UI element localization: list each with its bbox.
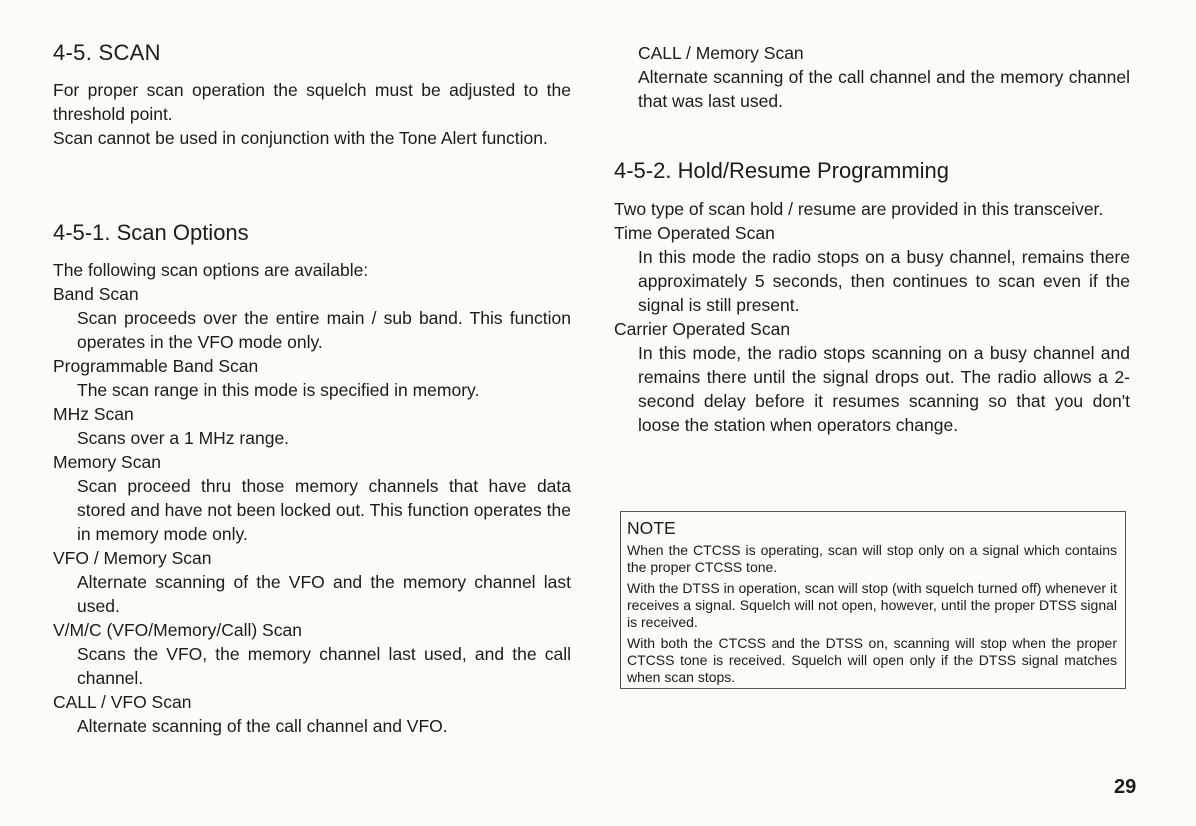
option-desc: Scans over a 1 MHz range. (77, 428, 290, 448)
option-term: MHz Scan (53, 404, 134, 424)
mode-desc: In this mode the radio stops on a busy channel, remains there approximately 5 seconds, then continues to scan even if the signal is still present. (638, 247, 1130, 315)
option-desc: Scan proceed thru those memory channels that have data stored and have not been locked out. This function operates the in memory mode only. (77, 476, 571, 544)
scan-intro-paragraph: For proper scan operation the squelch must be adjusted to the threshold point. (53, 80, 571, 124)
scan-intro-paragraph: Scan cannot be used in conjunction with the Tone Alert function. (53, 128, 548, 148)
option-term: VFO / Memory Scan (53, 548, 212, 568)
note-paragraph: With both the CTCSS and the DTSS on, scanning will stop when the proper CTCSS tone is received. Squelch will open only if the DTSS signal matches when scan stops. (627, 635, 1117, 685)
mode-term: Carrier Operated Scan (614, 319, 791, 339)
option-desc: Alternate scanning of the call channel and VFO. (77, 716, 448, 736)
option-term: V/M/C (VFO/Memory/Call) Scan (53, 620, 302, 640)
option-term: Programmable Band Scan (53, 356, 259, 376)
scan-intro (53, 78, 571, 150)
option-term: Band Scan (53, 284, 139, 304)
option-desc: Alternate scanning of the VFO and the memory channel last used. (77, 572, 571, 616)
mode-term: Time Operated Scan (614, 223, 775, 243)
section-heading-scan-options: 4-5-1. Scan Options (53, 220, 249, 245)
option-desc: The scan range in this mode is specified in memory. (77, 380, 480, 400)
section-heading-scan: 4-5. SCAN (53, 40, 161, 65)
scan-options-list (53, 258, 571, 738)
hold-resume-body (614, 197, 1130, 437)
call-memory-scan (614, 41, 1130, 113)
option-desc: Scans the VFO, the memory channel last used, and the call channel. (77, 644, 571, 688)
option-desc: Alternate scanning of the call channel and the memory channel that was last used. (638, 67, 1130, 111)
note-paragraph: When the CTCSS is operating, scan will stop only on a signal which contains the proper CTCSS tone. (627, 542, 1117, 575)
note-title: NOTE (627, 518, 676, 538)
option-desc: Scan proceeds over the entire main / sub band. This function operates in the VFO mode only. (77, 308, 571, 352)
hold-intro: Two type of scan hold / resume are provided in this transceiver. (614, 199, 1104, 219)
option-term: CALL / VFO Scan (53, 692, 192, 712)
page-number: 29 (1114, 776, 1137, 798)
mode-desc: In this mode, the radio stops scanning on a busy channel and remains there until the signal drops out. The radio allows a 2-second delay before it resumes scanning so that you don't loose the station when operators change. (638, 343, 1130, 435)
note-box (620, 511, 1126, 689)
options-intro: The following scan options are available: (53, 260, 369, 280)
note-paragraph: With the DTSS in operation, scan will stop (with squelch turned off) whenever it receives a signal. Squelch will not open, however, until the proper DTSS signal is received. (627, 580, 1117, 630)
section-heading-hold-resume: 4-5-2. Hold/Resume Programming (614, 158, 950, 183)
option-term: Memory Scan (53, 452, 161, 472)
option-term: CALL / Memory Scan (638, 43, 804, 63)
